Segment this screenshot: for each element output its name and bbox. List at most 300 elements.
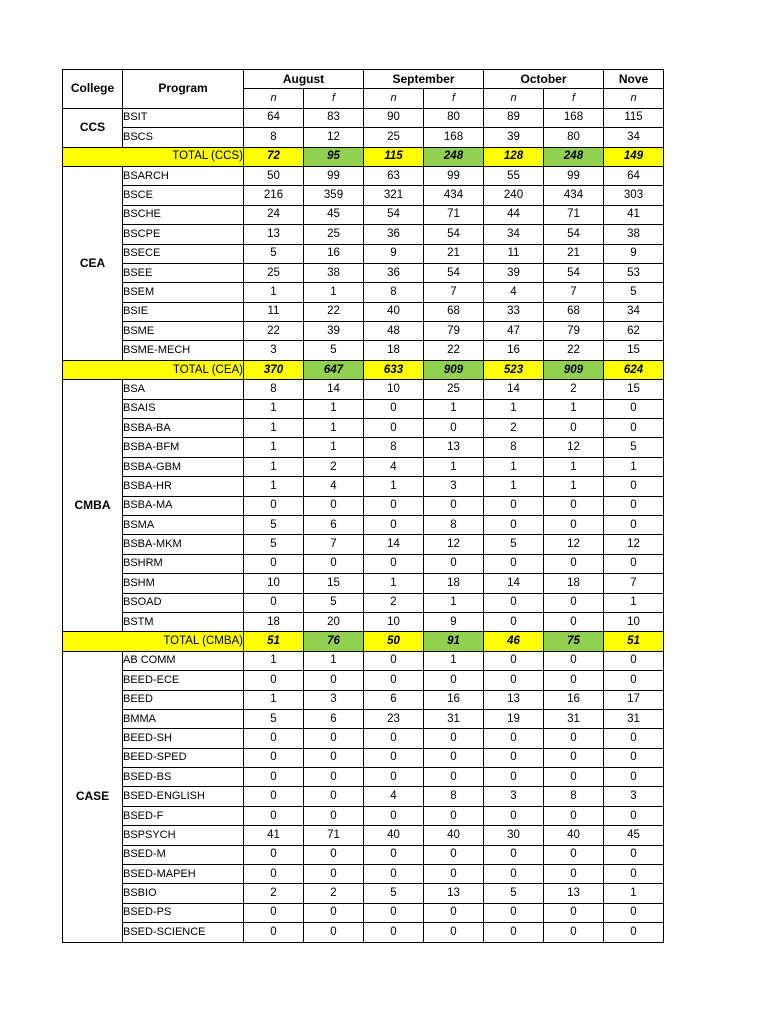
value-cell: 34 [484,225,544,244]
value-cell: 5 [244,515,304,534]
value-cell: 6 [304,709,364,728]
table-row [63,263,664,282]
value-cell: 0 [304,554,364,573]
value-cell: 13 [484,690,544,709]
value-cell: 30 [484,826,544,845]
table-row [63,826,664,845]
total-value-cell: 647 [304,360,364,379]
value-cell: 79 [424,322,484,341]
program-cell: BSCPE [123,225,244,244]
value-cell: 5 [304,593,364,612]
value-cell: 1 [244,419,304,438]
enrollment-table [62,69,664,943]
total-label: TOTAL (CCS) [63,147,244,166]
sub-header-n: n [364,89,424,108]
value-cell: 9 [424,612,484,631]
value-cell: 0 [424,419,484,438]
program-cell: BSED-F [123,806,244,825]
value-cell: 0 [424,748,484,767]
college-cell: CMBA [63,380,123,632]
value-cell: 18 [364,341,424,360]
value-cell: 45 [304,205,364,224]
program-cell: BSPSYCH [123,826,244,845]
table-row [63,186,664,205]
value-cell: 0 [604,496,664,515]
value-cell: 1 [304,399,364,418]
value-cell: 0 [484,651,544,670]
college-header: College [63,70,123,109]
value-cell: 0 [484,865,544,884]
table-row [63,341,664,360]
value-cell: 434 [424,186,484,205]
program-cell: BSED-PS [123,903,244,922]
value-cell: 13 [424,438,484,457]
value-cell: 0 [424,554,484,573]
value-cell: 15 [604,380,664,399]
value-cell: 17 [604,690,664,709]
value-cell: 2 [304,884,364,903]
value-cell: 0 [604,865,664,884]
value-cell: 7 [424,283,484,302]
value-cell: 1 [364,477,424,496]
value-cell: 1 [244,690,304,709]
value-cell: 0 [244,768,304,787]
total-row [63,360,664,379]
sub-header-f: f [304,89,364,108]
value-cell: 25 [424,380,484,399]
program-cell: BSEE [123,263,244,282]
value-cell: 1 [244,283,304,302]
value-cell: 83 [304,108,364,127]
table-row [63,535,664,554]
value-cell: 0 [484,748,544,767]
table-row [63,380,664,399]
value-cell: 1 [244,477,304,496]
value-cell: 3 [484,787,544,806]
value-cell: 54 [424,263,484,282]
total-value-cell: 51 [244,632,304,651]
value-cell: 1 [424,399,484,418]
value-cell: 36 [364,263,424,282]
program-cell: BSBIO [123,884,244,903]
table-row [63,128,664,147]
month-header-august: August [244,70,364,89]
program-cell: BSARCH [123,166,244,185]
table-row [63,283,664,302]
value-cell: 0 [544,729,604,748]
value-cell: 64 [604,166,664,185]
value-cell: 115 [604,108,664,127]
total-value-cell: 523 [484,360,544,379]
value-cell: 68 [424,302,484,321]
program-cell: BSMA [123,515,244,534]
value-cell: 0 [544,515,604,534]
value-cell: 41 [604,205,664,224]
program-cell: BSBA-HR [123,477,244,496]
value-cell: 0 [244,923,304,942]
program-cell: BSIT [123,108,244,127]
program-cell: BSBA-BFM [123,438,244,457]
value-cell: 0 [244,903,304,922]
total-value-cell: 95 [304,147,364,166]
table-row [63,923,664,942]
value-cell: 54 [364,205,424,224]
value-cell: 44 [484,205,544,224]
value-cell: 6 [364,690,424,709]
value-cell: 12 [544,438,604,457]
value-cell: 0 [244,806,304,825]
program-cell: BSHRM [123,554,244,573]
program-cell: BSA [123,380,244,399]
value-cell: 5 [244,709,304,728]
value-cell: 4 [484,283,544,302]
value-cell: 8 [364,283,424,302]
value-cell: 0 [544,671,604,690]
total-row [63,147,664,166]
value-cell: 16 [544,690,604,709]
value-cell: 0 [424,496,484,515]
program-cell: BEED-SH [123,729,244,748]
value-cell: 20 [304,612,364,631]
value-cell: 0 [544,806,604,825]
table-row [63,729,664,748]
value-cell: 0 [484,768,544,787]
value-cell: 1 [244,399,304,418]
value-cell: 0 [304,865,364,884]
total-value-cell: 76 [304,632,364,651]
value-cell: 55 [484,166,544,185]
value-cell: 0 [544,768,604,787]
value-cell: 71 [544,205,604,224]
table-row [63,244,664,263]
value-cell: 12 [544,535,604,554]
program-cell: BSED-ENGLISH [123,787,244,806]
value-cell: 21 [544,244,604,263]
value-cell: 0 [304,671,364,690]
value-cell: 0 [304,806,364,825]
value-cell: 1 [484,457,544,476]
program-header: Program [123,70,244,109]
value-cell: 0 [364,729,424,748]
value-cell: 4 [304,477,364,496]
total-value-cell: 91 [424,632,484,651]
total-value-cell: 370 [244,360,304,379]
value-cell: 0 [364,748,424,767]
value-cell: 39 [484,128,544,147]
value-cell: 11 [484,244,544,263]
value-cell: 1 [304,438,364,457]
value-cell: 13 [244,225,304,244]
value-cell: 168 [424,128,484,147]
value-cell: 0 [424,845,484,864]
table-row [63,651,664,670]
value-cell: 0 [304,748,364,767]
value-cell: 0 [604,554,664,573]
value-cell: 1 [424,457,484,476]
program-cell: BSME-MECH [123,341,244,360]
value-cell: 0 [424,923,484,942]
value-cell: 0 [544,651,604,670]
value-cell: 0 [424,768,484,787]
value-cell: 0 [544,845,604,864]
value-cell: 0 [484,593,544,612]
value-cell: 8 [244,380,304,399]
table-row [63,554,664,573]
value-cell: 54 [424,225,484,244]
value-cell: 14 [304,380,364,399]
value-cell: 0 [484,923,544,942]
value-cell: 0 [544,923,604,942]
value-cell: 1 [304,283,364,302]
total-value-cell: 50 [364,632,424,651]
value-cell: 1 [544,457,604,476]
value-cell: 0 [244,671,304,690]
value-cell: 0 [604,651,664,670]
program-cell: BSED-MAPEH [123,865,244,884]
value-cell: 34 [604,302,664,321]
value-cell: 0 [604,923,664,942]
value-cell: 18 [544,574,604,593]
program-cell: AB COMM [123,651,244,670]
value-cell: 0 [304,787,364,806]
value-cell: 47 [484,322,544,341]
value-cell: 2 [544,380,604,399]
program-cell: BSTM [123,612,244,631]
value-cell: 12 [424,535,484,554]
program-cell: BSBA-GBM [123,457,244,476]
value-cell: 0 [544,612,604,631]
value-cell: 0 [604,768,664,787]
value-cell: 359 [304,186,364,205]
value-cell: 4 [364,457,424,476]
value-cell: 7 [544,283,604,302]
value-cell: 0 [364,865,424,884]
value-cell: 15 [304,574,364,593]
value-cell: 10 [364,612,424,631]
program-cell: BEED-SPED [123,748,244,767]
value-cell: 1 [304,651,364,670]
total-value-cell: 633 [364,360,424,379]
table-row [63,806,664,825]
value-cell: 0 [364,496,424,515]
value-cell: 0 [364,651,424,670]
value-cell: 5 [364,884,424,903]
table-row [63,768,664,787]
value-cell: 0 [604,419,664,438]
total-value-cell: 909 [544,360,604,379]
value-cell: 0 [244,845,304,864]
program-cell: BSBA-BA [123,419,244,438]
value-cell: 16 [484,341,544,360]
value-cell: 31 [604,709,664,728]
value-cell: 8 [544,787,604,806]
program-cell: BSED-M [123,845,244,864]
value-cell: 0 [604,748,664,767]
value-cell: 0 [244,729,304,748]
value-cell: 31 [424,709,484,728]
value-cell: 89 [484,108,544,127]
value-cell: 0 [604,806,664,825]
value-cell: 39 [484,263,544,282]
value-cell: 0 [424,865,484,884]
value-cell: 99 [424,166,484,185]
value-cell: 3 [424,477,484,496]
table-row [63,496,664,515]
value-cell: 0 [244,593,304,612]
value-cell: 11 [244,302,304,321]
value-cell: 24 [244,205,304,224]
sub-header-n: n [604,89,664,108]
value-cell: 45 [604,826,664,845]
value-cell: 0 [364,903,424,922]
value-cell: 0 [304,845,364,864]
value-cell: 8 [484,438,544,457]
value-cell: 0 [544,903,604,922]
value-cell: 0 [484,729,544,748]
value-cell: 12 [604,535,664,554]
value-cell: 0 [544,593,604,612]
value-cell: 7 [304,535,364,554]
value-cell: 0 [484,612,544,631]
value-cell: 0 [484,671,544,690]
value-cell: 40 [544,826,604,845]
value-cell: 2 [244,884,304,903]
table-row [63,438,664,457]
value-cell: 53 [604,263,664,282]
program-cell: BSECE [123,244,244,263]
value-cell: 0 [304,903,364,922]
value-cell: 0 [364,554,424,573]
value-cell: 0 [604,903,664,922]
sub-header-f: f [544,89,604,108]
value-cell: 168 [544,108,604,127]
value-cell: 14 [484,380,544,399]
value-cell: 13 [544,884,604,903]
value-cell: 21 [424,244,484,263]
value-cell: 12 [304,128,364,147]
value-cell: 33 [484,302,544,321]
value-cell: 2 [304,457,364,476]
total-value-cell: 72 [244,147,304,166]
value-cell: 240 [484,186,544,205]
value-cell: 0 [484,554,544,573]
value-cell: 71 [424,205,484,224]
table-row [63,787,664,806]
table-row [63,612,664,631]
value-cell: 90 [364,108,424,127]
table-row [63,457,664,476]
table-row [63,515,664,534]
value-cell: 16 [424,690,484,709]
value-cell: 0 [364,845,424,864]
table-row [63,690,664,709]
value-cell: 1 [544,399,604,418]
value-cell: 1 [484,477,544,496]
value-cell: 2 [364,593,424,612]
value-cell: 0 [484,806,544,825]
value-cell: 9 [604,244,664,263]
value-cell: 0 [364,419,424,438]
value-cell: 3 [244,341,304,360]
value-cell: 99 [544,166,604,185]
value-cell: 63 [364,166,424,185]
value-cell: 3 [304,690,364,709]
table-row [63,166,664,185]
table-row [63,477,664,496]
value-cell: 0 [364,768,424,787]
value-cell: 8 [424,515,484,534]
value-cell: 10 [244,574,304,593]
value-cell: 216 [244,186,304,205]
value-cell: 80 [544,128,604,147]
value-cell: 0 [304,496,364,515]
value-cell: 0 [364,923,424,942]
value-cell: 10 [364,380,424,399]
college-cell: CASE [63,651,123,942]
value-cell: 54 [544,225,604,244]
program-cell: BSCHE [123,205,244,224]
value-cell: 64 [244,108,304,127]
value-cell: 1 [604,884,664,903]
value-cell: 22 [304,302,364,321]
program-cell: BSED-SCIENCE [123,923,244,942]
value-cell: 31 [544,709,604,728]
value-cell: 0 [424,671,484,690]
value-cell: 0 [604,515,664,534]
table-row [63,845,664,864]
table-row [63,419,664,438]
value-cell: 434 [544,186,604,205]
value-cell: 1 [604,457,664,476]
value-cell: 14 [364,535,424,554]
value-cell: 25 [364,128,424,147]
total-value-cell: 149 [604,147,664,166]
value-cell: 0 [484,845,544,864]
value-cell: 8 [424,787,484,806]
value-cell: 40 [364,826,424,845]
program-cell: BSIE [123,302,244,321]
table-row [63,205,664,224]
value-cell: 6 [304,515,364,534]
value-cell: 321 [364,186,424,205]
program-cell: BSCS [123,128,244,147]
value-cell: 0 [604,845,664,864]
value-cell: 0 [424,806,484,825]
value-cell: 0 [544,496,604,515]
total-value-cell: 115 [364,147,424,166]
value-cell: 0 [244,496,304,515]
value-cell: 14 [484,574,544,593]
program-cell: BSCE [123,186,244,205]
value-cell: 25 [304,225,364,244]
value-cell: 1 [604,593,664,612]
value-cell: 1 [544,477,604,496]
value-cell: 1 [484,399,544,418]
value-cell: 0 [544,865,604,884]
program-cell: BSBA-MA [123,496,244,515]
table-row [63,865,664,884]
program-cell: BSEM [123,283,244,302]
value-cell: 0 [604,399,664,418]
table-body [63,108,664,942]
value-cell: 99 [304,166,364,185]
value-cell: 16 [304,244,364,263]
value-cell: 13 [424,884,484,903]
value-cell: 1 [424,651,484,670]
value-cell: 0 [424,729,484,748]
value-cell: 22 [244,322,304,341]
value-cell: 79 [544,322,604,341]
